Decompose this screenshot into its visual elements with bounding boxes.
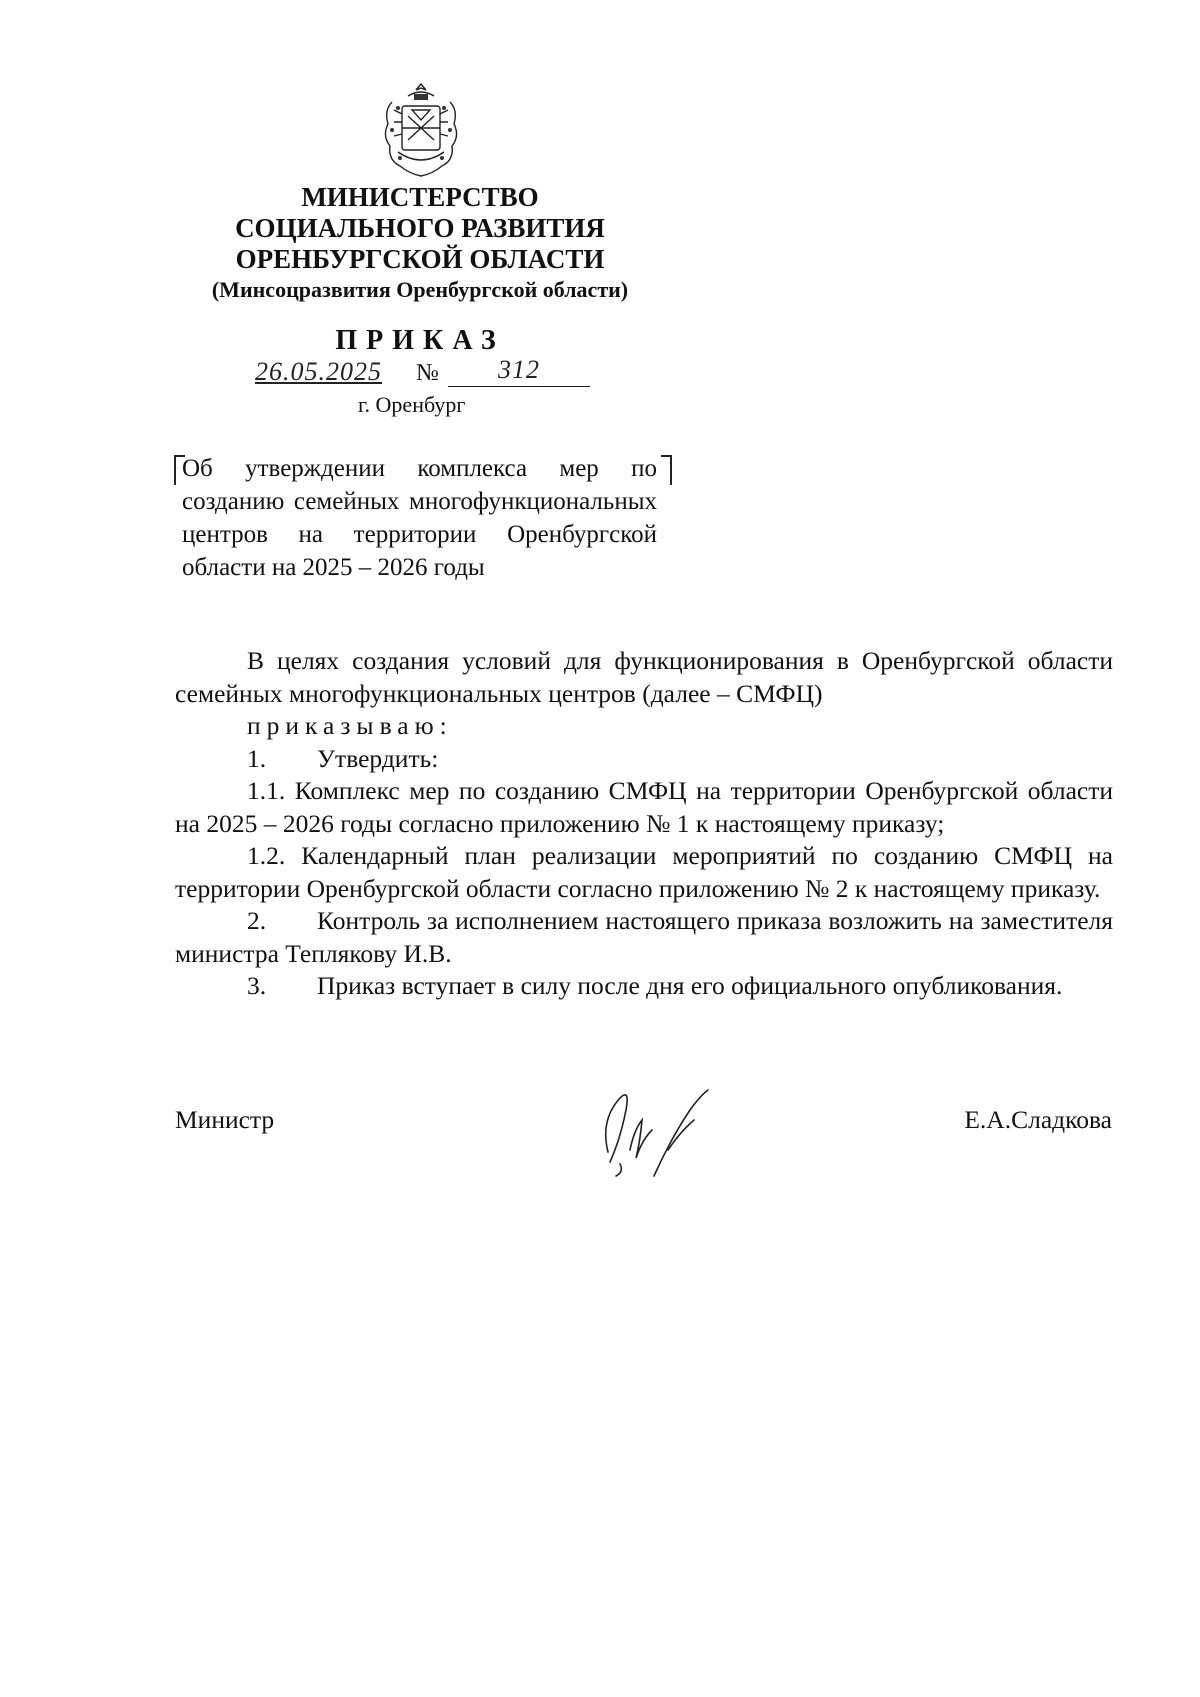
signatory-name: Е.А.Сладкова — [964, 1105, 1112, 1134]
subject-bracket-right — [661, 455, 672, 485]
city-label: г. Оренбург — [358, 392, 466, 417]
number-underline — [448, 386, 590, 387]
item-3-text: Приказ вступает в силу после дня его официального опубликования. — [317, 971, 1063, 1000]
document-type-title: ПРИКАЗ — [335, 325, 505, 356]
item-3 — [175, 970, 1113, 1003]
ministry-name — [170, 182, 670, 275]
item-2-number: 2. — [247, 906, 267, 935]
item-1-2: 1.2. Календарный план реализации мероприятий по созданию СМФЦ на территории Оренбургской области согласно приложению № 2 к настоящему приказу. — [175, 841, 1113, 903]
ministry-short-name: (Минсоцразвития Оренбургской области) — [211, 277, 629, 302]
ministry-name-line1: МИНИСТЕРСТВО — [301, 182, 539, 212]
signatory-title: Министр — [175, 1105, 275, 1134]
item-1-text: Утвердить: — [317, 743, 439, 773]
order-number: 312 — [498, 355, 540, 384]
order-subject: Об утверждении комплекса мер по созданию семейных многофункциональных центров на территории Оренбургской области на 2025 – 2026 годы — [182, 455, 657, 581]
ministry-name-line3: ОРЕНБУРГСКОЙ ОБЛАСТИ — [235, 244, 605, 274]
item-1 — [175, 743, 1113, 776]
coat-of-arms-emblem — [378, 80, 464, 178]
number-sign: № — [416, 360, 439, 386]
item-3-number: 3. — [247, 971, 267, 1000]
ministry-name-line2: СОЦИАЛЬНОГО РАЗВИТИЯ — [235, 213, 605, 243]
item-2 — [175, 905, 1113, 970]
order-word: приказываю: — [247, 711, 453, 740]
item-1-1: 1.1. Комплекс мер по созданию СМФЦ на территории Оренбургской области на 2025 – 2026 годы согласно приложению № 1 к настоящему приказу; — [175, 776, 1113, 838]
order-preamble: В целях создания условий для функционирования в Оренбургской области семейных многофункциональных центров (далее – СМФЦ) — [175, 646, 1113, 708]
order-date: 26.05.2025 — [255, 357, 382, 386]
handwritten-signature — [590, 1080, 740, 1190]
item-1-number: 1. — [247, 743, 267, 773]
order-body — [175, 645, 1113, 1003]
item-2-text: Контроль за исполнением настоящего приказа возложить на заместителя министра Теплякову И.В. — [175, 906, 1113, 968]
